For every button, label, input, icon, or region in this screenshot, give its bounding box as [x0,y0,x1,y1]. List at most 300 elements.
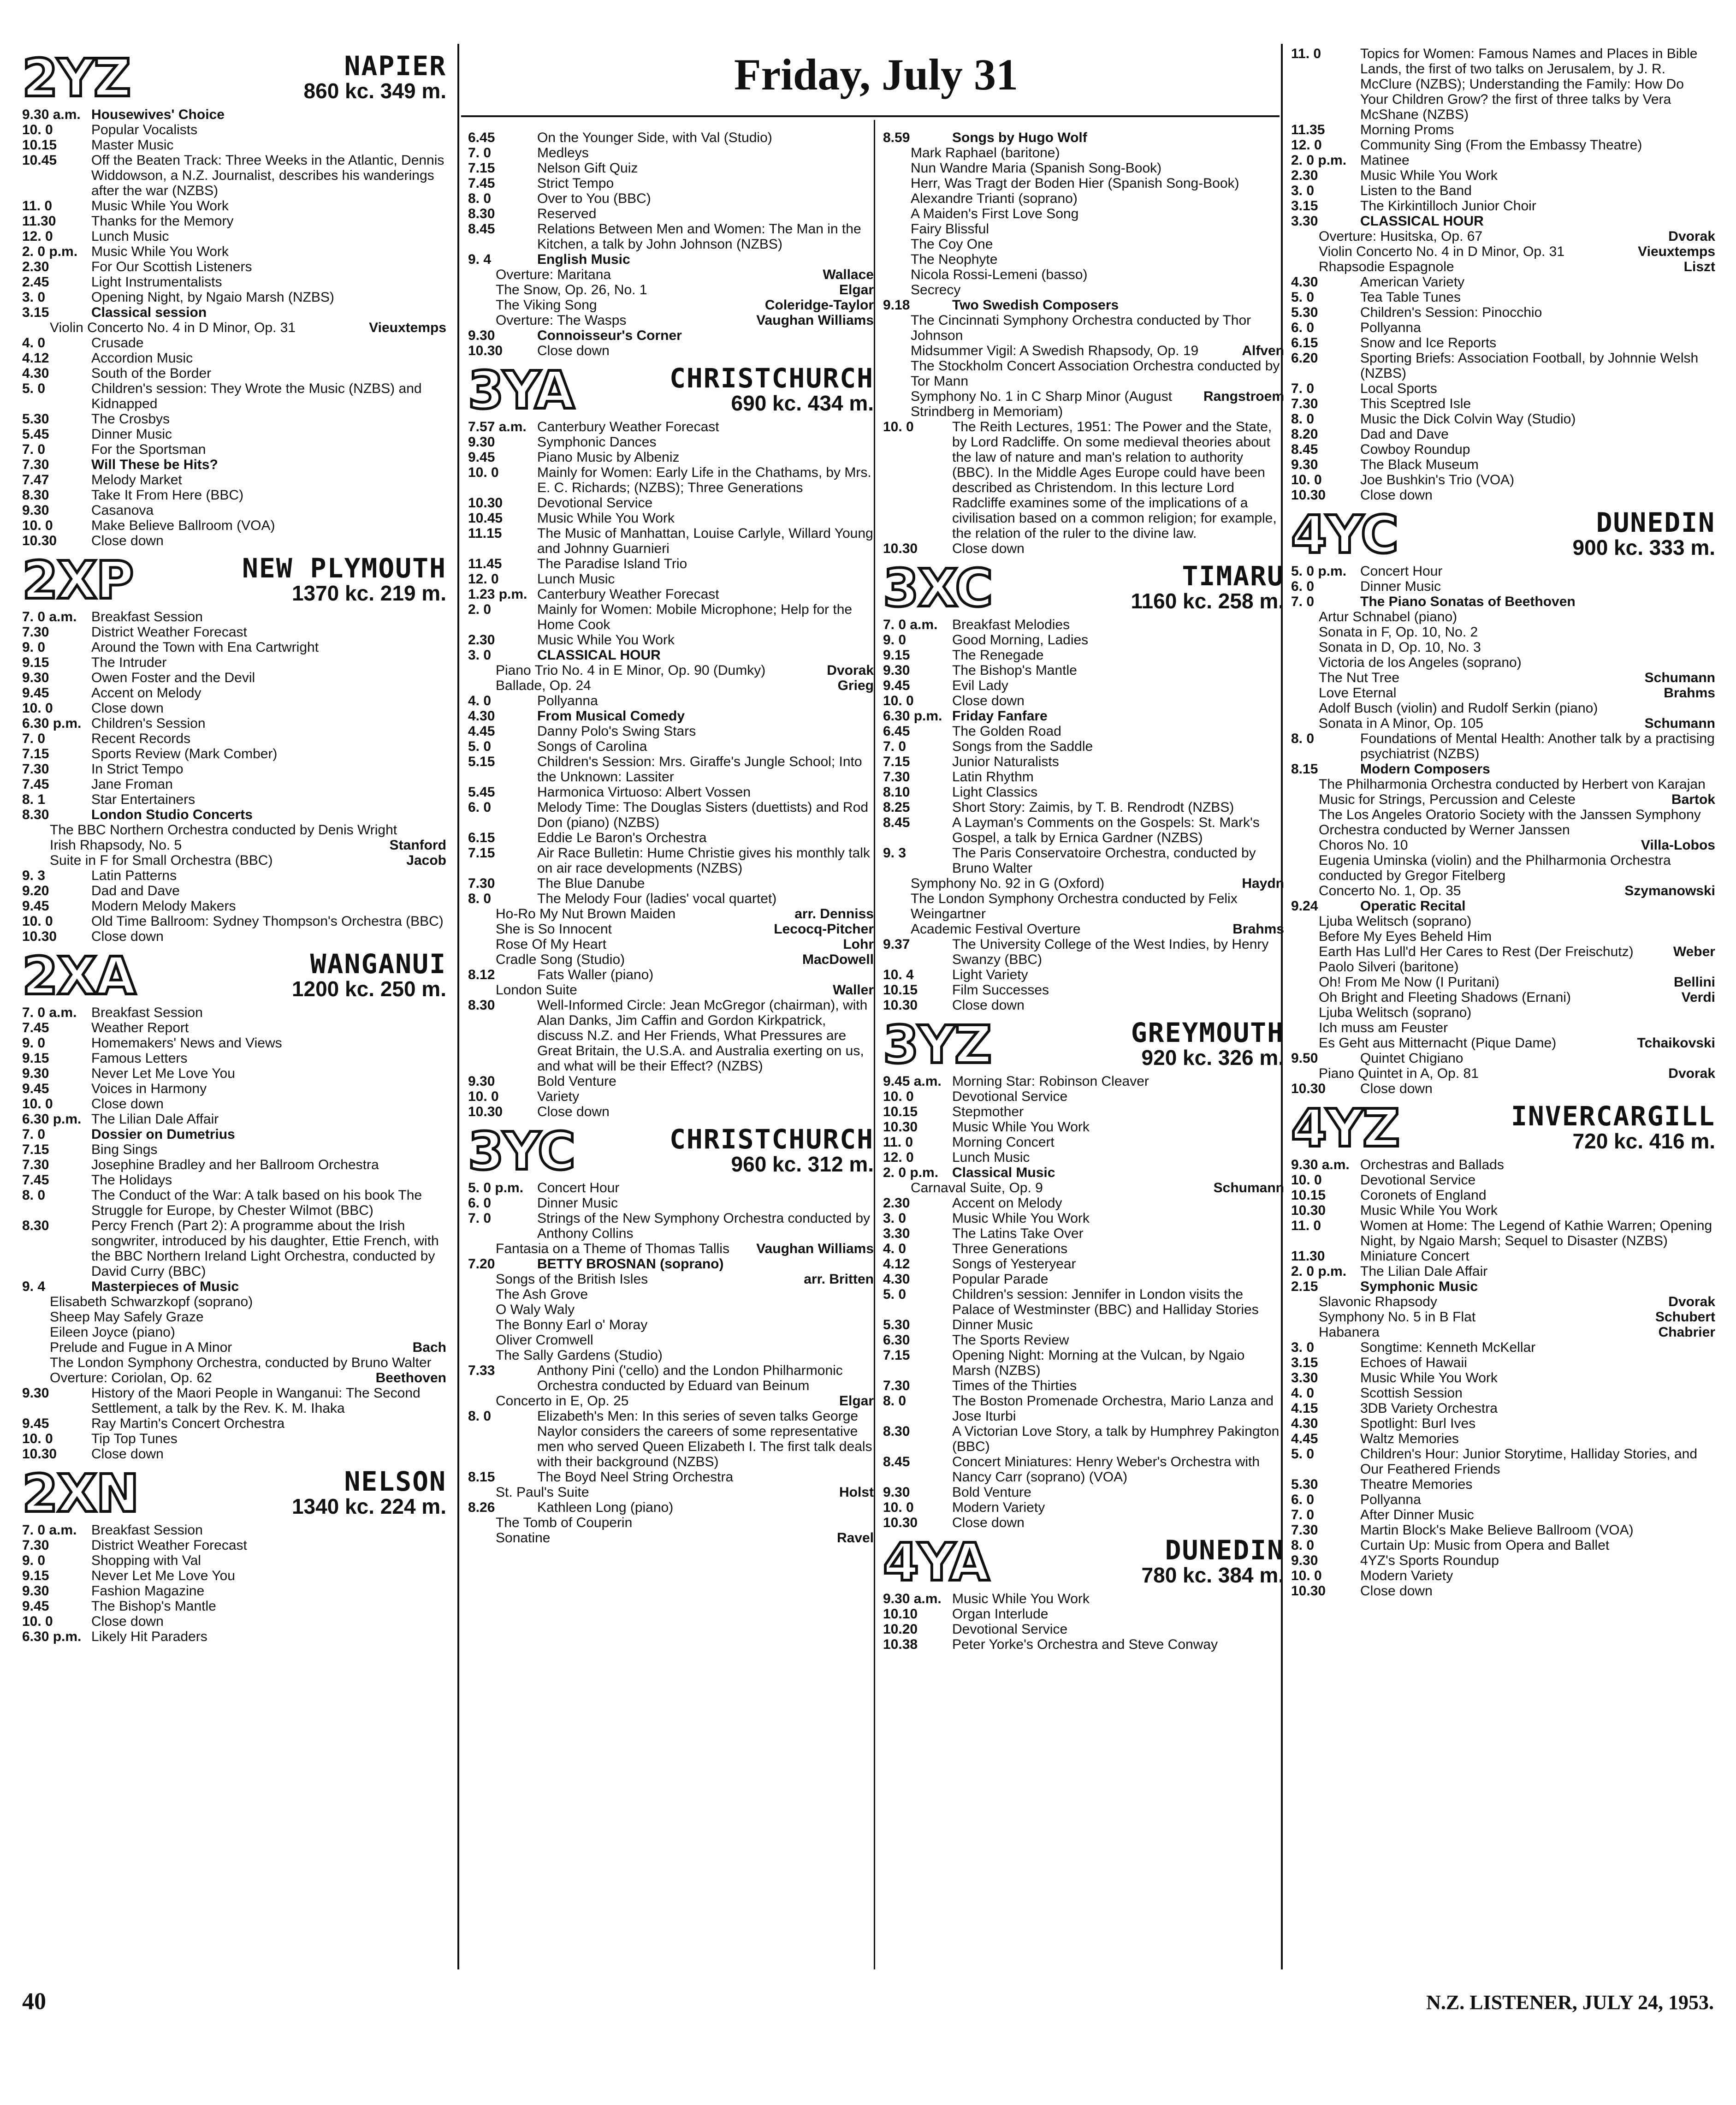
program-entry [22,761,446,777]
program-title: Close down [537,343,610,358]
program-entry [22,457,446,472]
composer-name: Lecocq-Pitcher [774,922,874,937]
program-title: Close down [91,929,164,944]
station-info [1406,1100,1715,1153]
program-title: The Paris Conservatoire Orchestra, conducted by Bruno Walter [952,845,1256,876]
program-entry [22,1583,446,1599]
program-time: 11. 0 [1291,1218,1321,1233]
program-entry [468,571,874,587]
program-title: Fashion Magazine [91,1583,205,1599]
program-title: Modern Composers [1360,761,1490,777]
station-header [468,361,874,421]
program-title: Take It From Here (BBC) [91,488,244,503]
program-detail [1291,655,1715,670]
program-time: 9.30 [22,1583,49,1599]
program-time: 7.30 [883,1378,910,1393]
program-time: 4.15 [1291,1401,1318,1416]
station-call-sign: 2XP [22,551,133,611]
program-entry [1291,183,1715,198]
program-time: 1.23 p.m. [468,587,527,602]
program-time: 7.15 [468,161,495,176]
program-title: Classical session [91,305,207,320]
program-title: Owen Foster and the Devil [91,670,255,685]
composer-name: Schumann [1213,1180,1284,1195]
program-time: 8.15 [468,1469,495,1485]
program-entry [1291,1583,1715,1599]
program-title: Community Sing (From the Embassy Theatre) [1360,137,1642,153]
program-time: 9. 4 [22,1279,46,1294]
program-title: Over to You (BBC) [537,191,651,206]
column-4 [1291,46,1715,1599]
composer-name: Szymanowski [1624,883,1715,898]
program-time: 5. 0 [883,1287,907,1302]
program-time: 5. 0 p.m. [468,1180,524,1195]
program-time: 2.15 [1291,1279,1318,1294]
program-detail-text: Piano Trio No. 4 in E Minor, Op. 90 (Dumky) [496,663,766,678]
composer-name: Dvorak [1668,1294,1715,1309]
program-title: Close down [1360,1081,1433,1096]
program-entry [883,1591,1284,1606]
program-entry [468,632,874,648]
program-title: Songs by Hugo Wolf [952,130,1087,145]
program-entry [1291,381,1715,396]
program-detail-text: Habanera [1319,1325,1380,1340]
program-entry [22,1522,446,1538]
program-time: 3.15 [1291,1355,1318,1370]
program-title: Fats Waller (piano) [537,967,654,982]
program-title: The Lilian Dale Affair [91,1112,219,1127]
program-entry [468,1074,874,1089]
program-entry [22,746,446,761]
program-title: Never Let Me Love You [91,1568,235,1583]
program-entry [1291,488,1715,503]
program-entry [22,259,446,274]
program-time: 3.15 [1291,198,1318,214]
program-entry [22,488,446,503]
program-entry [883,845,1284,876]
program-detail [1291,1325,1715,1340]
program-time: 3.30 [883,1226,910,1241]
program-detail [468,678,874,693]
program-title: Percy French (Part 2): A programme about the Irish songwriter, introduced by his daughter, Ettie French, with the BBC Northern Ireland Light Orchestra, conducted by David Curry (BBC) [91,1218,439,1279]
program-detail-text: The Sally Gardens (Studio) [496,1348,663,1363]
program-detail [1291,838,1715,853]
program-title: Opening Night: Morning at the Vulcan, by Ngaio Marsh (NZBS) [952,1348,1245,1378]
program-entry [1291,898,1715,914]
program-time: 4.12 [883,1256,910,1272]
program-title: The Paradise Island Trio [537,556,687,571]
program-detail [1291,1309,1715,1325]
program-entry [22,792,446,807]
program-time: 4. 0 [468,693,492,708]
program-time: 3.15 [22,305,49,320]
program-time: 10.30 [22,533,57,548]
program-entry [22,290,446,305]
program-title: Dinner Music [537,1195,618,1211]
program-detail [1291,975,1715,990]
program-entry [22,624,446,640]
program-detail [1291,853,1715,883]
program-entry [22,670,446,685]
program-time: 8.45 [1291,442,1318,457]
program-entry [883,1135,1284,1150]
program-time: 7. 0 [883,739,907,754]
program-detail [22,853,446,868]
program-title: Bing Sings [91,1142,158,1157]
program-title: Never Let Me Love You [91,1066,235,1081]
composer-name: Villa-Lobos [1641,838,1715,853]
program-time: 4.45 [468,724,495,739]
program-time: 10.15 [1291,1188,1326,1203]
composer-name: Dvorak [1668,1066,1715,1081]
program-detail-text: Symphony No. 1 in C Sharp Minor (August Strindberg in Memoriam) [911,389,1172,419]
program-detail-text: The Snow, Op. 26, No. 1 [496,282,647,297]
program-detail [1291,701,1715,716]
column-3 [883,130,1284,1652]
program-entry [22,640,446,655]
program-title: The Bishop's Mantle [91,1599,216,1614]
program-time: 4.30 [468,708,495,724]
program-entry [1291,1172,1715,1188]
program-detail [1291,685,1715,701]
program-time: 5.15 [468,754,495,769]
program-time: 7. 0 [22,1127,46,1142]
program-time: 11. 0 [883,1135,913,1150]
program-time: 5.45 [22,427,49,442]
program-title: Thanks for the Memory [91,214,234,229]
publication-line: N.Z. LISTENER, JULY 24, 1953. [1426,1991,1714,2014]
program-time: 8.20 [1291,427,1318,442]
program-entry [468,739,874,754]
program-title: Light Classics [952,785,1038,800]
program-title: A Layman's Comments on the Gospels: St. Mark's Gospel, a talk by Ernica Gardner (NZBS) [952,815,1260,845]
program-entry [1291,335,1715,351]
station-info [582,1126,874,1176]
program-title: Bold Venture [537,1074,616,1089]
composer-name: Coleridge-Taylor [764,297,874,313]
program-entry [1291,214,1715,229]
program-entry [883,967,1284,982]
composer-name: Alfven [1242,343,1284,358]
program-entry [468,1195,874,1211]
program-entry [883,724,1284,739]
program-title: Short Story: Zaimis, by T. B. Rendrodt (NZBS) [952,800,1234,815]
program-entry [1291,1249,1715,1264]
composer-name: Schumann [1644,716,1715,731]
program-title: Accent on Melody [952,1195,1062,1211]
program-entry [22,427,446,442]
program-title: Dad and Dave [91,883,180,898]
program-entry [883,1119,1284,1135]
program-detail-text: The Cincinnati Symphony Orchestra conducted by Thor Johnson [911,313,1251,343]
composer-name: Ravel [836,1530,874,1546]
program-title: Orchestras and Ballads [1360,1157,1504,1172]
composer-name: Brahms [1232,922,1284,937]
program-title: Songs of Yesteryear [952,1256,1076,1272]
program-time: 10. 0 [883,419,914,434]
program-title: The Melody Four (ladies' vocal quartet) [537,891,777,906]
program-time: 7. 0 [468,145,492,161]
program-title: Mainly for Women: Mobile Microphone; Help for the Home Cook [537,602,853,632]
program-detail [22,838,446,853]
program-time: 7.33 [468,1363,495,1378]
program-title: A Victorian Love Story, a talk by Humphrey Pakington (BBC) [952,1424,1280,1454]
program-time: 9.45 [468,450,495,465]
program-title: Close down [952,998,1025,1013]
program-entry [22,655,446,670]
program-title: Master Music [91,137,174,153]
program-title: Dad and Dave [1360,427,1449,442]
program-detail [468,982,874,998]
program-entry [22,122,446,137]
program-time: 11.45 [468,556,502,571]
program-time: 9.24 [1291,898,1318,914]
program-entry [1291,351,1715,381]
program-time: 2.30 [22,259,49,274]
program-entry [468,328,874,343]
program-time: 9.45 [22,898,49,914]
program-detail-text: The London Symphony Orchestra conducted by Felix Weingartner [911,891,1238,922]
station-call-sign: 4YZ [1291,1099,1399,1159]
station-city: DUNEDIN [1596,507,1715,538]
program-time: 7. 0 [22,442,46,457]
program-title: The Blue Danube [537,876,645,891]
program-entry [1291,761,1715,777]
program-time: 10.30 [883,998,918,1013]
station-frequency: 720 kc. 416 m. [1572,1129,1715,1153]
program-time: 6.30 p.m. [22,716,82,731]
program-entry [468,1211,874,1241]
program-time: 7.47 [22,472,49,488]
program-time: 7. 0 a.m. [883,617,938,632]
station-call-sign: 3YA [468,361,574,421]
program-time: 10.30 [468,495,503,511]
program-time: 9.45 [22,685,49,701]
program-title: Jane Froman [91,777,173,792]
station-info [146,1468,446,1518]
program-time: 9.30 [468,1074,495,1089]
program-entry [468,754,874,785]
composer-name: Elgar [839,282,874,297]
composer-name: Lohr [843,937,874,952]
composer-name: Vieuxtemps [1638,244,1715,259]
composer-name: Schubert [1655,1309,1715,1325]
program-time: 10. 0 [883,1089,914,1104]
program-title: Canterbury Weather Forecast [537,587,719,602]
program-title: Anthony Pini ('cello) and the London Philharmonic Orchestra conducted by Eduard van Beinum [537,1363,843,1393]
program-title: Elizabeth's Men: In this series of seven talks George Naylor considers the careers of some representative men who served Queen Elizabeth I. The first talk deals with their background (NZBS) [537,1409,872,1469]
program-time: 6.30 p.m. [883,708,942,724]
program-time: 8. 1 [22,792,46,807]
station-header [468,1122,874,1182]
program-title: The Bishop's Mantle [952,663,1077,678]
program-detail-text: A Maiden's First Love Song [911,206,1079,221]
program-title: Modern Melody Makers [91,898,236,914]
station-frequency: 1160 kc. 258 m. [1131,589,1284,613]
program-entry [468,1363,874,1393]
program-title: For Our Scottish Listeners [91,259,252,274]
program-title: Music While You Work [952,1211,1090,1226]
program-time: 10. 0 [883,1500,914,1515]
program-title: Variety [537,1089,580,1104]
station-call-sign: 3YZ [883,1015,991,1075]
program-entry [22,1446,446,1462]
program-entry [883,769,1284,785]
program-entry [1291,411,1715,427]
program-time: 7.30 [22,624,49,640]
column-divider-2 [874,120,875,1969]
program-entry [22,335,446,351]
program-time: 7.15 [468,845,495,861]
station-header [22,1464,446,1524]
program-entry [883,1272,1284,1287]
program-time: 5.30 [883,1317,910,1332]
program-entry [468,1089,874,1104]
program-title: Close down [537,1104,610,1119]
program-title: Close down [952,1515,1025,1530]
program-entry [1291,1522,1715,1538]
program-title: Songs from the Saddle [952,739,1093,754]
program-title: The Crosbys [91,411,170,427]
program-time: 9. 0 [883,632,907,648]
program-detail [468,297,874,313]
program-detail [883,221,1284,237]
program-entry [1291,1401,1715,1416]
program-time: 10.30 [22,929,57,944]
program-title: Songs of Carolina [537,739,647,754]
program-title: Cowboy Roundup [1360,442,1470,457]
program-entry [883,1606,1284,1622]
program-detail-text: Ljuba Welitsch (soprano) [1319,914,1472,929]
program-time: 9. 0 [22,1035,46,1051]
program-time: 6. 0 [1291,1492,1315,1507]
program-title: Well-Informed Circle: Jean McGregor (chairman), with Alan Danks, Jim Caffin and Gordon Kirkpatrick, discuss N.Z. and Her Friends, What Pressures are Great Britain, the U.S.A. and Australia exerting on us, and what will be their Effect? (NZBS) [537,998,868,1074]
composer-name: Wallace [823,267,874,282]
station-frequency: 860 kc. 349 m. [303,79,446,103]
program-title: Reserved [537,206,597,221]
program-entry [22,1051,446,1066]
program-detail-text: Es Geht aus Mitternacht (Pique Dame) [1319,1035,1557,1051]
program-title: Light Instrumentalists [91,274,222,290]
program-entry [468,648,874,663]
program-detail-text: Suite in F for Small Orchestra (BBC) [50,853,273,868]
program-detail-text: Love Eternal [1319,685,1397,701]
program-time: 7. 0 [22,731,46,746]
program-detail-text: Nun Wandre Maria (Spanish Song-Book) [911,161,1162,176]
program-detail [1291,244,1715,259]
program-detail [883,389,1284,419]
program-time: 4.12 [22,351,49,366]
program-title: BETTY BROSNAN (soprano) [537,1256,724,1272]
program-detail [883,1180,1284,1195]
station-header [883,1015,1284,1075]
program-title: Quintet Chigiano [1360,1051,1463,1066]
program-title: Shopping with Val [91,1553,201,1568]
program-time: 6. 0 [468,1195,492,1211]
program-detail [1291,259,1715,274]
program-detail [1291,609,1715,624]
program-detail-text: Overture: Husitska, Op. 67 [1319,229,1483,244]
program-title: Close down [91,1096,164,1112]
composer-name: Dvorak [1668,229,1715,244]
program-entry [883,1454,1284,1485]
program-title: Echoes of Hawaii [1360,1355,1467,1370]
program-time: 7. 0 [1291,1507,1315,1522]
program-entry [1291,1538,1715,1553]
program-detail-text: The Tomb of Couperin [496,1515,633,1530]
program-title: Make Believe Ballroom (VOA) [91,518,275,533]
program-detail [1291,792,1715,807]
station-info [137,50,446,103]
program-time: 10.20 [883,1622,918,1637]
program-detail-text: The Neophyte [911,252,998,267]
program-time: 10.30 [1291,1583,1326,1599]
composer-name: Bartok [1671,792,1715,807]
composer-name: Liszt [1683,259,1715,274]
program-time: 4.30 [1291,274,1318,290]
program-title: Voices in Harmony [91,1081,207,1096]
station-frequency: 1370 kc. 219 m. [291,581,446,605]
program-time: 4.30 [22,366,49,381]
program-time: 9.30 [468,328,495,343]
program-entry [883,1226,1284,1241]
program-title: Children's session: Jennifer in London visits the Palace of Westminster (BBC) and Halliday Stories [952,1287,1259,1317]
program-title: Pollyanna [537,693,598,708]
program-detail-text: Concerto in E, Op. 25 [496,1393,629,1409]
program-detail-text: Fairy Blissful [911,221,989,237]
program-entry [22,1416,446,1431]
program-entry [22,1568,446,1583]
program-time: 7.30 [22,1157,49,1172]
program-entry [1291,1568,1715,1583]
composer-name: Brahms [1664,685,1715,701]
program-detail-text: Elisabeth Schwarzkopf (soprano) [50,1294,253,1309]
program-entry [22,609,446,624]
station-call-sign: 3XC [883,559,992,618]
program-entry [22,198,446,214]
program-entry [468,221,874,252]
program-detail [883,161,1284,176]
program-time: 6.45 [883,724,910,739]
program-detail-text: Violin Concerto No. 4 in D Minor, Op. 31 [50,320,296,335]
program-detail [22,1370,446,1385]
program-entry [883,1515,1284,1530]
program-time: 4. 0 [1291,1385,1315,1401]
program-entry [468,967,874,982]
program-title: Homemakers' News and Views [91,1035,282,1051]
composer-name: Bellini [1673,975,1715,990]
program-title: For the Sportsman [91,442,206,457]
program-title: Dinner Music [1360,579,1441,594]
program-entry [883,297,1284,313]
program-entry [22,1218,446,1279]
program-detail [1291,883,1715,898]
program-entry [1291,579,1715,594]
composer-name: arr. Britten [804,1272,874,1287]
program-time: 11.35 [1291,122,1325,137]
program-detail [1291,624,1715,640]
program-detail-text: Sonata in A Minor, Op. 105 [1319,716,1483,731]
program-entry [22,244,446,259]
composer-name: Bach [412,1340,446,1355]
program-entry [883,541,1284,556]
program-time: 7.20 [468,1256,495,1272]
program-time: 10.30 [468,343,503,358]
composer-name: Haydn [1242,876,1284,891]
program-title: Music While You Work [1360,168,1498,183]
program-title: Film Successes [952,982,1049,998]
station-city: DUNEDIN [1165,1534,1284,1566]
